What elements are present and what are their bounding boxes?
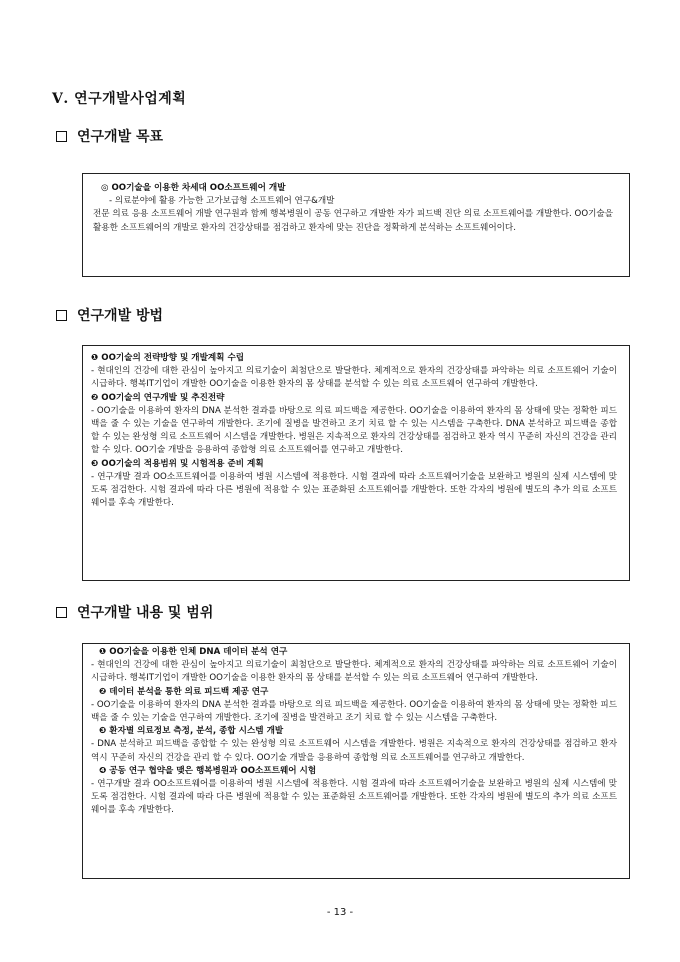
checkbox-square-icon [56, 310, 67, 321]
checkbox-square-icon [56, 607, 67, 618]
scope-box [82, 643, 630, 879]
section-heading-scope [56, 602, 213, 622]
block-heading: ◎ OO기술을 이용한 차세대 OO소프트웨어 개발 [101, 183, 286, 193]
block-heading: ❷ 데이터 분석을 통한 의료 피드백 제공 연구 [99, 686, 269, 697]
page-number: - 13 - [326, 907, 354, 918]
block-heading: ❶ OO기술을 이용한 인체 DNA 데이터 분석 연구 [99, 647, 288, 657]
section-heading-method [56, 305, 163, 325]
block-body: - 연구개발 결과 OO소프트웨어를 이용하여 병원 시스템에 적용한다. 시험 결과에 따라 소프트웨어기술을 보완하고 병원의 실제 시스템에 맞도록 점검한다. 시험 결과에 따라 다른 병원에 적용할 수 있는 표준화된 소프트웨어를 개발한다. 또한 각자의 병원에 별도의 추가 의료 소프트웨어를 후속 개발한다. [91, 471, 617, 509]
checkbox-square-icon [56, 131, 67, 142]
block-heading: ❸ 환자별 의료정보 측정, 분석, 종합 시스템 개발 [99, 726, 284, 737]
block-body: - OO기술을 이용하여 환자의 DNA 분석한 결과를 바탕으로 의료 피드백을 제공한다. OO기술을 이용하여 환자의 몸 상태에 맞는 정확한 피드백을 줄 수 있는 기술을 연구하여 개발한다. 조기에 질병을 발견하고 조기 치료 할 수 있는 시스템을 구축한다. DNA 분석하고 피드백을 종합할 수 있는 완성형 의료 소프트웨어 시스템을 개발한다. 병원은 지속적으로 환자의 건강상태를 점검하고 환자 역시 꾸준히 자신의 건강을 관리 할 수 있다. OO기술 개발을 응용하여 종합형 의료 소프트웨어를 연구하고 개발한다. [91, 405, 617, 456]
section-title: 연구개발 목표 [77, 129, 164, 145]
block-body: - 현대인의 건강에 대한 관심이 높아지고 의료기술이 최첨단으로 발달한다. 체계적으로 환자의 건강상태를 파악하는 의료 소프트웨어 기술이 시급하다. 행복IT기업이 개발한 OO기술을 이용한 환자의 몸 상태를 분석할 수 있는 의료 소프트웨어 연구하여 개발한다. [91, 660, 617, 684]
block-body: - 연구개발 결과 OO소프트웨어를 이용하여 병원 시스템에 적용한다. 시험 결과에 따라 소프트웨어기술을 보완하고 병원의 실제 시스템에 맞도록 점검한다. 시험 결과에 따라 다른 병원에 적용할 수 있는 표준화된 소프트웨어를 개발한다. 또한 각자의 병원에 별도의 추가 의료 소프트웨어를 후속 개발한다. [91, 779, 617, 816]
block-heading: ❷ OO기술의 연구개발 및 추진전략 [91, 392, 225, 403]
method-box [82, 345, 630, 581]
section-title: 연구개발 내용 및 범위 [77, 605, 214, 621]
block-heading: ❹ 공동 연구 협약을 맺은 행복병원과 OO소프트웨어 시험 [99, 765, 317, 776]
goal-box [82, 173, 630, 277]
block-line: - 의료분야에 활용 가능한 고가보급형 소프트웨어 연구&개발 [109, 196, 335, 207]
block-body: - DNA 분석하고 피드백을 종합할 수 있는 완성형 의료 소프트웨어 시스템을 개발한다. 병원은 지속적으로 환자의 건강상태를 점검하고 환자 역시 꾸준히 자신의 건강을 관리 할 수 있다. OO기술 개발을 응용하여 종합형 의료 소프트웨어를 연구하고 개발한다. [91, 739, 617, 763]
block-heading: ❶ OO기술의 전략방향 및 개발계획 수립 [91, 353, 245, 363]
section-title: 연구개발 방법 [77, 308, 164, 324]
block-body: - OO기술을 이용하여 환자의 DNA 분석한 결과를 바탕으로 의료 피드백을 제공한다. OO기술을 이용하여 환자의 몸 상태에 맞는 정확한 피드백을 줄 수 있는 기술을 연구하여 개발한다. 조기에 질병을 발견하고 조기 치료 할 수 있는 시스템을 구축한다. [91, 699, 617, 724]
block-heading: ❸ OO기술의 적용범위 및 시험적용 준비 계획 [91, 458, 264, 469]
block-body: - 현대인의 건강에 대한 관심이 높아지고 의료기술이 최첨단으로 발달한다. 체계적으로 환자의 건강상태를 파악하는 의료 소프트웨어 기술이 시급하다. 행복IT기업이 개발한 OO기술을 이용한 환자의 몸 상태를 분석할 수 있는 의료 소프트웨어 연구하여 개발한다. [91, 366, 617, 390]
block-body: 전문 의료 응용 소프트웨어 개발 연구원과 함께 행복병원이 공동 연구하고 개발한 자가 피드백 진단 의료 소프트웨어를 개발한다. OO기술을 활용한 소프트웨어의 개발로 환자의 건강상태를 점검하고 환자에 맞는 진단을 정확하게 분석하는 소프트웨어이다. [93, 209, 613, 233]
chapter-title: Ⅴ. 연구개발사업계획 [52, 91, 187, 107]
section-heading-goal [56, 126, 163, 146]
